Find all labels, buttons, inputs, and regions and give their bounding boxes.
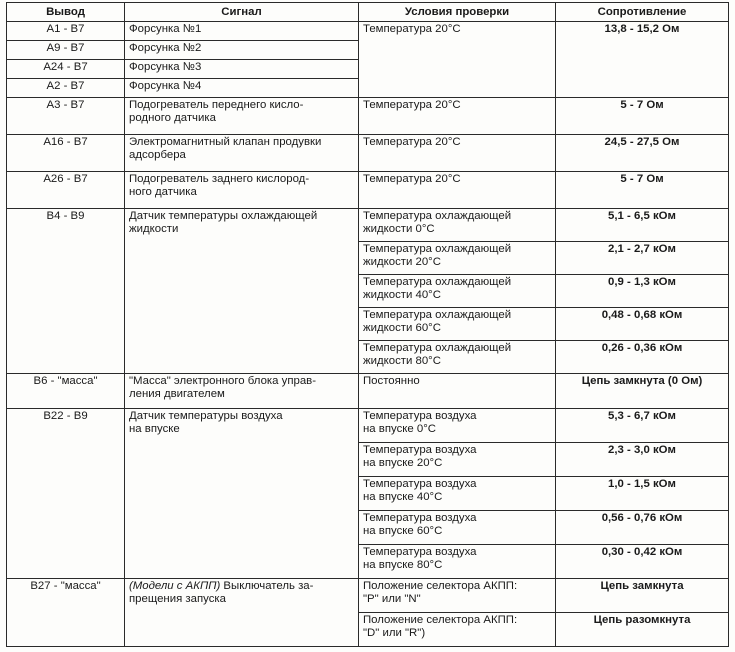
table-row (7, 579, 729, 613)
signal-cell: Электромагнитный клапан продувки адсорбера (125, 135, 359, 172)
condition-cell: Температура охлаждающей жидкости 80°С (359, 341, 556, 374)
condition-cell: Температура охлаждающей жидкости 0°С (359, 209, 556, 242)
signal-cell: "Масса" электронного блока управ- ления двигателем (125, 374, 359, 409)
resistance-cell: 24,5 - 27,5 Ом (556, 135, 729, 172)
pin-cell: B4 - B9 (7, 209, 125, 374)
table-row (7, 209, 729, 242)
resistance-cell: 5,1 - 6,5 кОм (556, 209, 729, 242)
table-row (7, 98, 729, 135)
pin-cell: A3 - B7 (7, 98, 125, 135)
condition-cell: Температура охлаждающей жидкости 40°С (359, 275, 556, 308)
signal-cell: Форсунка №2 (125, 41, 359, 60)
pin-cell: A24 - B7 (7, 60, 125, 79)
condition-cell: Температура 20°С (359, 22, 556, 98)
resistance-cell: 13,8 - 15,2 Ом (556, 22, 729, 98)
header-pin: Вывод (7, 3, 125, 22)
pin-cell: A1 - B7 (7, 22, 125, 41)
pin-cell: A26 - B7 (7, 172, 125, 209)
condition-cell: Температура 20°С (359, 98, 556, 135)
condition-cell: Температура 20°С (359, 135, 556, 172)
condition-cell: Температура охлаждающей жидкости 60°С (359, 308, 556, 341)
condition-cell: Положение селектора АКПП: "D" или "R") (359, 613, 556, 647)
resistance-cell: Цепь замкнута (0 Ом) (556, 374, 729, 409)
condition-cell: Постоянно (359, 374, 556, 409)
table-row (7, 409, 729, 443)
signal-cell: Форсунка №4 (125, 79, 359, 98)
pin-cell: A9 - B7 (7, 41, 125, 60)
condition-cell: Температура охлаждающей жидкости 20°С (359, 242, 556, 275)
resistance-cell: 0,26 - 0,36 кОм (556, 341, 729, 374)
signal-text: Выключатель за- прещения запуска (129, 580, 314, 605)
resistance-cell: 1,0 - 1,5 кОм (556, 477, 729, 511)
resistance-cell: 5 - 7 Ом (556, 98, 729, 135)
condition-cell: Температура воздуха на впуске 60°С (359, 511, 556, 545)
header-resistance: Сопротивление (556, 3, 729, 22)
resistance-cell: 5 - 7 Ом (556, 172, 729, 209)
condition-cell: Положение селектора АКПП: "P" или "N" (359, 579, 556, 613)
resistance-cell: 0,56 - 0,76 кОм (556, 511, 729, 545)
condition-cell: Температура воздуха на впуске 80°С (359, 545, 556, 579)
resistance-cell: 0,48 - 0,68 кОм (556, 308, 729, 341)
resistance-cell: Цепь замкнута (556, 579, 729, 613)
condition-cell: Температура воздуха на впуске 40°С (359, 477, 556, 511)
resistance-cell: Цепь разомкнута (556, 613, 729, 647)
table-row (7, 172, 729, 209)
pin-cell: B6 - "масса" (7, 374, 125, 409)
header-signal: Сигнал (125, 3, 359, 22)
signal-italic-note: (Модели с АКПП) (129, 580, 221, 592)
pin-cell: A16 - B7 (7, 135, 125, 172)
signal-cell: Форсунка №3 (125, 60, 359, 79)
signal-cell (125, 579, 359, 647)
header-row (7, 3, 729, 22)
condition-cell: Температура воздуха на впуске 20°С (359, 443, 556, 477)
condition-cell: Температура 20°С (359, 172, 556, 209)
header-condition: Условия проверки (359, 3, 556, 22)
resistance-cell: 0,30 - 0,42 кОм (556, 545, 729, 579)
table-row (7, 135, 729, 172)
resistance-cell: 5,3 - 6,7 кОм (556, 409, 729, 443)
condition-cell: Температура воздуха на впуске 0°С (359, 409, 556, 443)
pin-cell: B22 - B9 (7, 409, 125, 579)
signal-cell: Датчик температуры охлаждающей жидкости (125, 209, 359, 374)
signal-cell: Форсунка №1 (125, 22, 359, 41)
signal-cell: Датчик температуры воздуха на впуске (125, 409, 359, 579)
table-row (7, 22, 729, 41)
table-row (7, 374, 729, 409)
resistance-spec-table (6, 2, 729, 647)
pin-cell: B27 - "масса" (7, 579, 125, 647)
resistance-cell: 2,3 - 3,0 кОм (556, 443, 729, 477)
signal-cell: Подогреватель переднего кисло- родного датчика (125, 98, 359, 135)
signal-cell: Подогреватель заднего кислород- ного датчика (125, 172, 359, 209)
resistance-cell: 2,1 - 2,7 кОм (556, 242, 729, 275)
resistance-cell: 0,9 - 1,3 кОм (556, 275, 729, 308)
pin-cell: A2 - B7 (7, 79, 125, 98)
